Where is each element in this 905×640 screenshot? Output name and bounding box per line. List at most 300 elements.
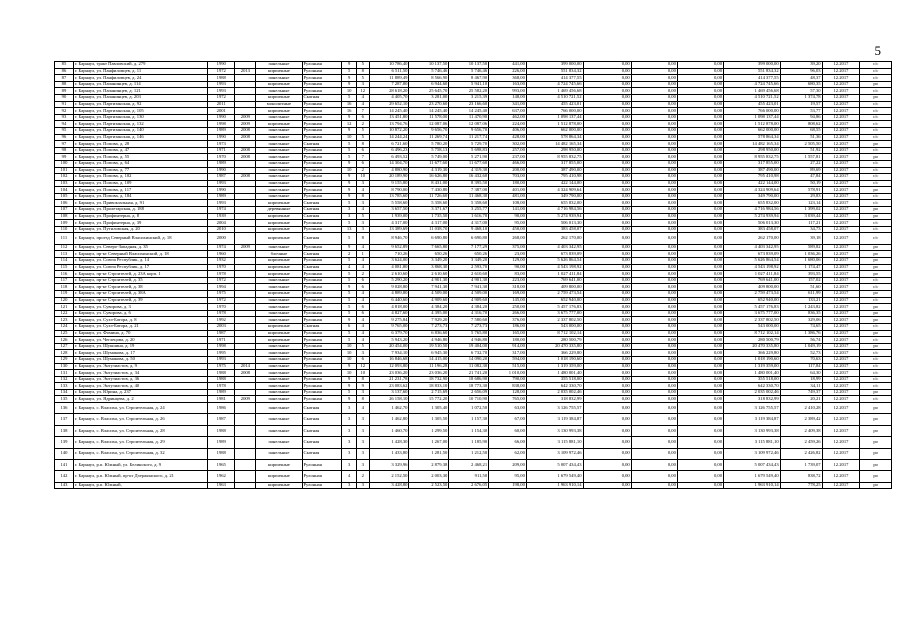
fund-cost-cell: 0,00 <box>583 383 631 390</box>
premises-area-cell: 5 780,20 <box>409 141 449 148</box>
entrances-cell: 3 <box>357 482 370 489</box>
entrances-cell: 6 <box>357 114 370 121</box>
fund-cost-cell: 0,00 <box>583 187 631 194</box>
completion-date-cell: 12.2017 <box>822 290 860 297</box>
fund-method-cell: с/с <box>860 193 892 200</box>
commission-year-cell: 1962 <box>208 471 235 482</box>
commission-year-cell: 1988 <box>208 75 235 82</box>
total-sum-cell: 3 126 755,57 <box>724 403 781 414</box>
row-number-cell: 133 <box>55 383 74 390</box>
total-area-cell: 2 610,60 <box>369 271 409 278</box>
row-number-cell: 114 <box>55 258 74 265</box>
row-number-cell: 124 <box>55 323 74 330</box>
residents-cell: 450,00 <box>489 226 527 233</box>
wall-material-cell: панельные <box>256 180 302 187</box>
total-area-cell: 13 794,76 <box>369 121 409 128</box>
fund-method-cell: ро <box>860 310 892 317</box>
total-cost-cell: 366 229,80 <box>526 350 583 357</box>
residents-cell: 790,00 <box>489 376 527 383</box>
residents-cell: 163,00 <box>489 81 527 88</box>
owners-cost-cell: 0,00 <box>677 101 723 108</box>
table-row <box>55 127 892 134</box>
renovation-year-cell <box>235 233 256 244</box>
total-sum-cell: 2 759 473,54 <box>724 290 781 297</box>
roof-type-cell: Скатная <box>302 264 342 271</box>
wall-material-cell: панельные <box>256 363 302 370</box>
renovation-year-cell <box>235 482 256 489</box>
residents-cell: 318,00 <box>489 284 527 291</box>
specific-cost-cell: 1 374,78 <box>780 94 822 101</box>
residents-cell: 62,00 <box>489 448 527 459</box>
fund-method-cell: с/с <box>860 356 892 363</box>
fund-method-cell: ро <box>860 81 892 88</box>
owners-cost-cell: 0,00 <box>677 323 723 330</box>
fund-method-cell: с/с <box>860 114 892 121</box>
floors-cell: 5 <box>342 68 357 75</box>
wall-material-cell: панельные <box>256 389 302 396</box>
residential-area-cell: 21 741,20 <box>449 370 489 377</box>
specific-cost-cell: 34,11 <box>780 383 822 390</box>
total-sum-cell: 543 000,00 <box>724 323 781 330</box>
completion-date-cell: 12.2017 <box>822 396 860 403</box>
total-cost-cell: 1 319 359,00 <box>526 363 583 370</box>
row-number-cell: 129 <box>55 356 74 363</box>
commission-year-cell: 1972 <box>208 297 235 304</box>
total-cost-cell: 280 500,79 <box>526 337 583 344</box>
budget-cost-cell: 0,00 <box>631 81 677 88</box>
roof-type-cell: Рулонная <box>302 350 342 357</box>
total-area-cell: 1 428,30 <box>369 437 409 448</box>
specific-cost-cell: 20,21 <box>780 396 822 403</box>
owners-cost-cell: 0,00 <box>677 193 723 200</box>
table-row <box>55 207 892 214</box>
total-sum-cell: 383 458,07 <box>724 226 781 233</box>
specific-cost-cell: 778,25 <box>780 482 822 489</box>
table-row <box>55 323 892 330</box>
completion-date-cell: 12.2017 <box>822 62 860 69</box>
floors-cell: 5 <box>342 337 357 344</box>
total-sum-cell: 5 274 939,94 <box>724 213 781 220</box>
address-cell: г. Барнаул, пр-кт Северный Власихинский, д. 18 <box>73 251 207 258</box>
budget-cost-cell: 0,00 <box>631 383 677 390</box>
fund-method-cell: с/с <box>860 88 892 95</box>
premises-area-cell: 6 836,60 <box>409 330 449 337</box>
completion-date-cell: 12.2017 <box>822 271 860 278</box>
entrances-cell: 7 <box>357 154 370 161</box>
specific-cost-cell: 51,36 <box>780 134 822 141</box>
row-number-cell: 90 <box>55 94 74 101</box>
entrances-cell: 4 <box>357 403 370 414</box>
total-sum-cell: 2 035 002,46 <box>724 389 781 396</box>
total-sum-cell: 399 000,00 <box>724 62 781 69</box>
floors-cell: 3 <box>342 403 357 414</box>
residents-cell: 198,00 <box>489 482 527 489</box>
fund-cost-cell: 0,00 <box>583 180 631 187</box>
residential-area-cell: 1 185,90 <box>449 437 489 448</box>
residential-area-cell: 14 090,20 <box>449 356 489 363</box>
total-sum-cell: 1 469 456,68 <box>724 88 781 95</box>
renovation-year-cell <box>235 310 256 317</box>
table-row <box>55 68 892 75</box>
entrances-cell: 6 <box>357 356 370 363</box>
commission-year-cell: 2004 <box>208 220 235 227</box>
budget-cost-cell: 0,00 <box>631 343 677 350</box>
entrances-cell: 12 <box>357 363 370 370</box>
entrances-cell: 4 <box>357 290 370 297</box>
residents-cell: 765,00 <box>489 396 527 403</box>
floors-cell: 5 <box>342 389 357 396</box>
row-number-cell: 127 <box>55 343 74 350</box>
commission-year-cell: 1989 <box>208 193 235 200</box>
floors-cell: 5 <box>342 271 357 278</box>
specific-cost-cell: 117,21 <box>780 220 822 227</box>
address-cell: г. Барнаул, ул. Партизанская, д. 132 <box>73 121 207 128</box>
residents-cell: 341,00 <box>489 101 527 108</box>
residents-cell: 67,00 <box>489 414 527 425</box>
commission-year-cell: 1998 <box>208 121 235 128</box>
wall-material-cell: панельные <box>256 193 302 200</box>
residents-cell: 257,00 <box>489 147 527 154</box>
premises-area-cell: 2 715,69 <box>409 389 449 396</box>
fund-cost-cell: 0,00 <box>583 376 631 383</box>
residential-area-cell: 11 677,60 <box>449 160 489 167</box>
budget-cost-cell: 0,00 <box>631 363 677 370</box>
floors-cell: 9 <box>342 193 357 200</box>
total-area-cell: 20 189,90 <box>369 174 409 181</box>
residents-cell: 95,00 <box>489 471 527 482</box>
table-row <box>55 251 892 258</box>
renovation-year-cell <box>235 226 256 233</box>
total-area-cell: 9 028,80 <box>369 284 409 291</box>
roof-type-cell: Рулонная <box>302 127 342 134</box>
entrances-cell: 1 <box>357 251 370 258</box>
wall-material-cell: кирпичные <box>256 108 302 115</box>
total-area-cell: 28 618,20 <box>369 88 409 95</box>
address-cell: г. Барнаул, ул. Попова, д. 109 <box>73 180 207 187</box>
row-number-cell: 116 <box>55 271 74 278</box>
address-cell: г. Барнаул, ул. Ядринцева, д. 2 <box>73 396 207 403</box>
fund-method-cell: ро <box>860 414 892 425</box>
residential-area-cell: 23 166,60 <box>449 101 489 108</box>
total-cost-cell: 551 834,32 <box>526 68 583 75</box>
residential-area-cell: 10 710,90 <box>449 396 489 403</box>
renovation-year-cell <box>235 383 256 390</box>
specific-cost-cell: 157,02 <box>780 277 822 284</box>
total-cost-cell: 5 457 176,83 <box>526 304 583 311</box>
residents-cell: 128,00 <box>489 389 527 396</box>
renovation-year-cell <box>235 414 256 425</box>
completion-date-cell: 12.2017 <box>822 68 860 75</box>
completion-date-cell: 12.2017 <box>822 154 860 161</box>
renovation-year-cell <box>235 376 256 383</box>
wall-material-cell: панельные <box>256 403 302 414</box>
fund-method-cell: с/с <box>860 101 892 108</box>
residential-area-cell: 2 610,60 <box>449 271 489 278</box>
budget-cost-cell: 0,00 <box>631 277 677 284</box>
commission-year-cell: 1986 <box>208 403 235 414</box>
fund-method-cell: ро <box>860 425 892 436</box>
budget-cost-cell: 0,00 <box>631 370 677 377</box>
roof-type-cell: Рулонная <box>302 277 342 284</box>
floors-cell: 3 <box>342 213 357 220</box>
address-cell: г. Барнаул, с. Власиха, ул. Строительная, д. 26 <box>73 414 207 425</box>
renovation-year-cell: 2008 <box>235 147 256 154</box>
row-number-cell: 113 <box>55 251 74 258</box>
residential-area-cell: 8 467,90 <box>449 75 489 82</box>
residential-area-cell: 4 316,70 <box>449 310 489 317</box>
fund-method-cell: с/с <box>860 277 892 284</box>
roof-type-cell: Рулонная <box>302 147 342 154</box>
specific-cost-cell: 34,73 <box>780 226 822 233</box>
budget-cost-cell: 0,00 <box>631 134 677 141</box>
budget-cost-cell: 0,00 <box>631 167 677 174</box>
total-sum-cell: 4 716 984,56 <box>724 207 781 214</box>
renovation-year-cell <box>235 187 256 194</box>
total-sum-cell: 652 940,00 <box>724 297 781 304</box>
renovation-year-cell <box>235 437 256 448</box>
specific-cost-cell: 52,73 <box>780 350 822 357</box>
residents-cell: 165,00 <box>489 330 527 337</box>
owners-cost-cell: 0,00 <box>677 141 723 148</box>
specific-cost-cell: 123,14 <box>780 200 822 207</box>
residents-cell: 226,00 <box>489 68 527 75</box>
premises-area-cell: 11 677,60 <box>409 160 449 167</box>
total-cost-cell: 3 119 384,87 <box>526 414 583 425</box>
total-cost-cell: 506 013,30 <box>526 220 583 227</box>
budget-cost-cell: 0,00 <box>631 160 677 167</box>
renovation-year-cell <box>235 81 256 88</box>
entrances-cell: 5 <box>357 75 370 82</box>
budget-cost-cell: 0,00 <box>631 207 677 214</box>
address-cell: г. Барнаул, ул. Фомина, д. 70 <box>73 330 207 337</box>
total-sum-cell: 1 098 137,44 <box>724 114 781 121</box>
fund-cost-cell: 0,00 <box>583 330 631 337</box>
specific-cost-cell: 838,72 <box>780 471 822 482</box>
total-sum-cell: 20 470 335,80 <box>724 343 781 350</box>
residents-cell: 268,00 <box>489 233 527 244</box>
residents-cell: 90,00 <box>489 264 527 271</box>
residential-area-cell: 6 690,80 <box>449 233 489 244</box>
premises-area-cell: 7 430,80 <box>409 187 449 194</box>
budget-cost-cell: 0,00 <box>631 376 677 383</box>
fund-cost-cell: 0,00 <box>583 233 631 244</box>
total-area-cell: 4 827,60 <box>369 310 409 317</box>
entrances-cell: 6 <box>357 304 370 311</box>
fund-method-cell: с/с <box>860 147 892 154</box>
residential-area-cell: 2 593,70 <box>449 264 489 271</box>
owners-cost-cell: 0,00 <box>677 277 723 284</box>
budget-cost-cell: 0,00 <box>631 290 677 297</box>
total-sum-cell: 3 675 777,00 <box>724 310 781 317</box>
premises-area-cell: 18 833,10 <box>409 383 449 390</box>
total-sum-cell: 4 724 745,66 <box>724 81 781 88</box>
residents-cell: 237,00 <box>489 154 527 161</box>
table-row <box>55 330 892 337</box>
fund-cost-cell: 0,00 <box>583 108 631 115</box>
table-row <box>55 121 892 128</box>
total-area-cell: 9 275,84 <box>369 317 409 324</box>
budget-cost-cell: 0,00 <box>631 323 677 330</box>
row-number-cell: 93 <box>55 114 74 121</box>
address-cell: г. Барнаул, проезд Северный Власихинский, д. 18 <box>73 233 207 244</box>
fund-method-cell: с/с <box>860 167 892 174</box>
fund-cost-cell: 0,00 <box>583 226 631 233</box>
address-cell: г. Барнаул, ул. Энтузиастов, д. 36 <box>73 376 207 383</box>
completion-date-cell: 12.2017 <box>822 370 860 377</box>
table-row <box>55 174 892 181</box>
residential-area-cell: 11 470,90 <box>449 114 489 121</box>
wall-material-cell: панельные <box>256 147 302 154</box>
floors-cell: 5 <box>342 277 357 284</box>
roof-type-cell: Рулонная <box>302 160 342 167</box>
total-area-cell: 3 329,96 <box>369 460 409 471</box>
roof-type-cell: Рулонная <box>302 284 342 291</box>
row-number-cell: 110 <box>55 226 74 233</box>
commission-year-cell: 1960 <box>208 251 235 258</box>
row-number-cell: 105 <box>55 193 74 200</box>
residents-cell: 302,00 <box>489 141 527 148</box>
budget-cost-cell: 0,00 <box>631 180 677 187</box>
floors-cell: 9 <box>342 187 357 194</box>
completion-date-cell: 12.2017 <box>822 437 860 448</box>
address-cell: г. Барнаул, ул. Попова, д. 77 <box>73 167 207 174</box>
address-cell: г. Барнаул, р.п. Южный, <box>73 482 207 489</box>
premises-area-cell: 4 901,30 <box>409 277 449 284</box>
commission-year-cell: 1993 <box>208 180 235 187</box>
budget-cost-cell: 0,00 <box>631 271 677 278</box>
row-number-cell: 142 <box>55 471 74 482</box>
entrances-cell: 4 <box>357 297 370 304</box>
completion-date-cell: 12.2017 <box>822 160 860 167</box>
total-sum-cell: 455 423,01 <box>724 101 781 108</box>
total-sum-cell: 3 119 384,87 <box>724 414 781 425</box>
residential-area-cell: 6 732,70 <box>449 350 489 357</box>
page-number: 5 <box>874 43 881 58</box>
completion-date-cell: 12.2017 <box>822 482 860 489</box>
address-cell: г. Барнаул, ул. Путиловская, д. 20 <box>73 226 207 233</box>
table-body <box>55 62 892 489</box>
budget-cost-cell: 0,00 <box>631 284 677 291</box>
address-cell: г. Барнаул, ул. Попова, д. 117 <box>73 187 207 194</box>
total-cost-cell: 5 274 939,94 <box>526 213 583 220</box>
table-row <box>55 108 892 115</box>
specific-cost-cell: 578,91 <box>780 187 822 194</box>
specific-cost-cell: 1 243,82 <box>780 304 822 311</box>
fund-method-cell: ро <box>860 304 892 311</box>
premises-area-cell: 14 245,40 <box>409 108 449 115</box>
specific-cost-cell: 51,60 <box>780 284 822 291</box>
residential-area-cell: 3 255,77 <box>449 207 489 214</box>
wall-material-cell: панельные <box>256 356 302 363</box>
address-cell: г. Барнаул, ул. Чеглецова, д. 20 <box>73 337 207 344</box>
total-sum-cell: 387 490,00 <box>724 167 781 174</box>
total-area-cell: 4 081,80 <box>369 264 409 271</box>
commission-year-cell: 1939 <box>208 213 235 220</box>
fund-method-cell: ро <box>860 482 892 489</box>
budget-cost-cell: 0,00 <box>631 258 677 265</box>
specific-cost-cell: 50,19 <box>780 180 822 187</box>
total-area-cell: 3 428,80 <box>369 482 409 489</box>
table-row <box>55 310 892 317</box>
total-area-cell: 1 462,80 <box>369 414 409 425</box>
budget-cost-cell: 0,00 <box>631 317 677 324</box>
commission-year-cell: 1988 <box>208 376 235 383</box>
completion-date-cell: 12.2017 <box>822 81 860 88</box>
roof-type-cell: Скатная <box>302 437 342 448</box>
residents-cell: 223,00 <box>489 277 527 284</box>
residents-cell: 406,00 <box>489 127 527 134</box>
commission-year-cell: 1995 <box>208 350 235 357</box>
fund-method-cell: с/с <box>860 134 892 141</box>
row-number-cell: 111 <box>55 233 74 244</box>
total-sum-cell: 3 130 993,38 <box>724 425 781 436</box>
specific-cost-cell: 1 386,76 <box>780 330 822 337</box>
fund-cost-cell: 0,00 <box>583 154 631 161</box>
wall-material-cell: панельные <box>256 437 302 448</box>
floors-cell: 9 <box>342 396 357 403</box>
total-area-cell: 13 785,60 <box>369 193 409 200</box>
entrances-cell: 4 <box>357 330 370 337</box>
commission-year-cell: 2011 <box>208 101 235 108</box>
total-area-cell: 6 511,50 <box>369 68 409 75</box>
table-row <box>55 226 892 233</box>
fund-method-cell: ро <box>860 213 892 220</box>
residential-area-cell: 911,50 <box>449 471 489 482</box>
owners-cost-cell: 0,00 <box>677 383 723 390</box>
owners-cost-cell: 0,00 <box>677 310 723 317</box>
residential-area-cell: 5 271,90 <box>449 154 489 161</box>
roof-type-cell: Рулонная <box>302 75 342 82</box>
floors-cell: 3 <box>342 460 357 471</box>
completion-date-cell: 12.2017 <box>822 174 860 181</box>
owners-cost-cell: 0,00 <box>677 167 723 174</box>
address-cell: г. Барнаул, ул. Партизанская, д. 105 <box>73 108 207 115</box>
floors-cell: 10 <box>342 343 357 350</box>
fund-cost-cell: 0,00 <box>583 101 631 108</box>
floors-cell: 9 <box>342 383 357 390</box>
table-row <box>55 264 892 271</box>
specific-cost-cell: 749,37 <box>780 389 822 396</box>
premises-area-cell: 6 690,80 <box>409 233 449 244</box>
total-cost-cell: 4 403 342,95 <box>526 244 583 251</box>
commission-year-cell: 1989 <box>208 437 235 448</box>
completion-date-cell: 12.2017 <box>822 88 860 95</box>
commission-year-cell: 1975 <box>208 363 235 370</box>
total-area-cell: 8 790,00 <box>369 187 409 194</box>
entrances-cell: 6 <box>357 310 370 317</box>
total-sum-cell: 8 955 832,75 <box>724 154 781 161</box>
fund-cost-cell: 0,00 <box>583 160 631 167</box>
wall-material-cell: панельные <box>256 154 302 161</box>
floors-cell: 16 <box>342 101 357 108</box>
total-cost-cell: 8 712 102,14 <box>526 330 583 337</box>
fund-cost-cell: 0,00 <box>583 317 631 324</box>
fund-cost-cell: 0,00 <box>583 482 631 489</box>
residential-area-cell: 2 468,21 <box>449 460 489 471</box>
residential-area-cell: 12 087,06 <box>449 121 489 128</box>
commission-year-cell: 1975 <box>208 290 235 297</box>
total-sum-cell: 409 800,00 <box>724 284 781 291</box>
fund-method-cell: с/с <box>860 370 892 377</box>
table-row <box>55 114 892 121</box>
fund-cost-cell: 0,00 <box>583 396 631 403</box>
table-row <box>55 403 892 414</box>
premises-area-cell: 4 909,60 <box>409 297 449 304</box>
commission-year-cell: 1970 <box>208 154 235 161</box>
total-cost-cell: 5 626 864,54 <box>526 258 583 265</box>
address-cell: г. Барнаул, ул. Союза Республик, д. 17 <box>73 264 207 271</box>
fund-cost-cell: 0,00 <box>583 310 631 317</box>
